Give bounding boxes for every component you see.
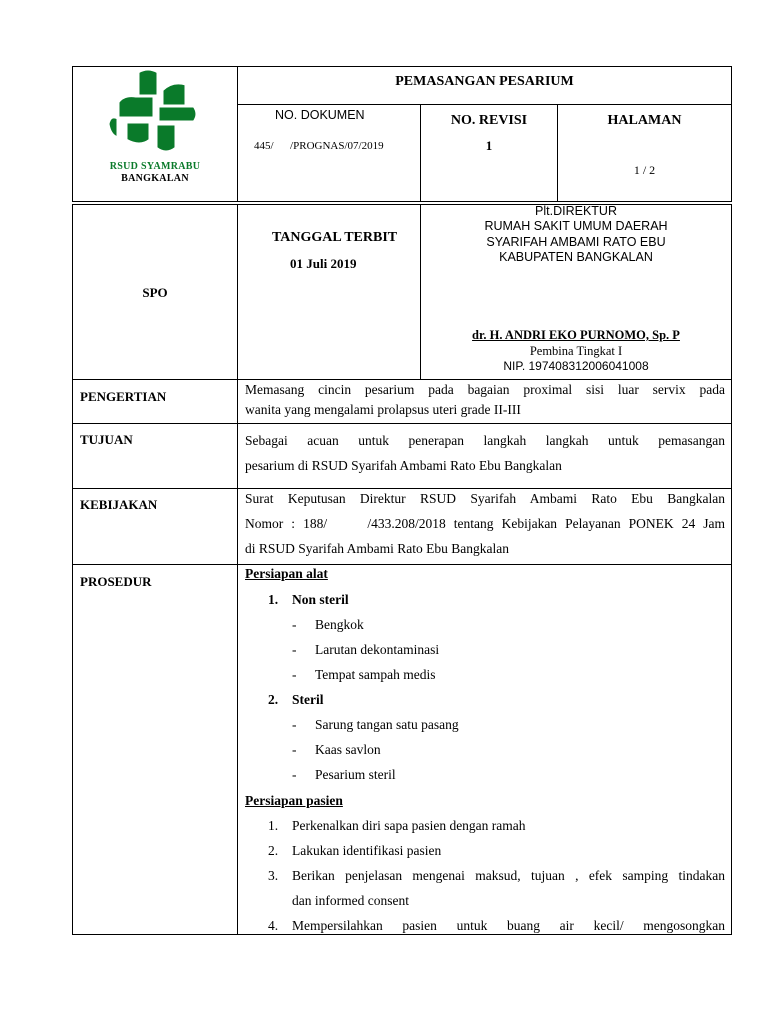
row-divider-spo: [72, 379, 732, 380]
no-revisi-value: 1: [485, 138, 493, 153]
direktur-nip: NIP. 197408312006041008: [503, 359, 649, 373]
kebijakan-line-1: Surat Keputusan Direktur RSUD Syarifah Ambami Rato Ebu Bangkalan: [245, 491, 725, 506]
direktur-rank: Pembina Tingkat I: [529, 344, 623, 358]
list-item: Bengkok: [315, 617, 364, 632]
pasien-item-text-continued: dan informed consent: [292, 893, 409, 908]
pasien-item-number: 4.: [268, 918, 279, 933]
pasien-item-number: 2.: [268, 843, 279, 858]
kebijakan-line-3: di RSUD Syarifah Ambami Rato Ebu Bangkalan: [245, 541, 509, 556]
body-border-left: [72, 204, 73, 935]
list-item: Kaas savlon: [315, 742, 381, 757]
tujuan-line-2: pesarium di RSUD Syarifah Ambami Rato Ebu Bangkalan: [245, 458, 562, 473]
tanggal-terbit-value: 01 Juli 2019: [290, 256, 357, 271]
no-revisi-label: NO. REVISI: [450, 113, 528, 128]
list-item: Sarung tangan satu pasang: [315, 717, 459, 732]
list-item: Tempat sampah medis: [315, 667, 436, 682]
non-steril-number: 1.: [268, 592, 279, 607]
row-divider-pengertian: [72, 423, 732, 424]
pasien-item-text: Berikan penjelasan mengenai maksud, tujuan , efek samping tindakan: [292, 868, 725, 883]
header-title-divider: [237, 104, 732, 105]
steril-number: 2.: [268, 692, 279, 707]
body-border-bottom: [72, 934, 732, 935]
pengertian-label: PENGERTIAN: [80, 389, 167, 404]
list-dash: -: [292, 742, 297, 757]
list-dash: -: [292, 667, 297, 682]
halaman-label: HALAMAN: [607, 113, 682, 128]
direktur-name: dr. H. ANDRI EKO PURNOMO, Sp. P: [472, 328, 680, 342]
pasien-item-number: 1.: [268, 818, 279, 833]
direktur-kabupaten: KABUPATEN BANGKALAN: [499, 250, 653, 264]
tujuan-line-1: Sebagai acuan untuk penerapan langkah langkah untuk pemasangan: [245, 433, 725, 448]
list-item: Pesarium steril: [315, 767, 396, 782]
hospital-logo: [100, 66, 210, 162]
list-dash: -: [292, 767, 297, 782]
kebijakan-label: KEBIJAKAN: [80, 497, 158, 512]
body-border-right: [731, 204, 732, 935]
non-steril-heading: Non steril: [292, 592, 349, 607]
logo-text-line-1: RSUD SYAMRABU: [109, 161, 201, 172]
header-border-bottom: [72, 201, 732, 202]
prosedur-label: PROSEDUR: [80, 574, 152, 589]
pasien-item-text: Perkenalkan diri sapa pasien dengan ramah: [292, 818, 526, 833]
direktur-rs-line: RUMAH SAKIT UMUM DAERAH: [484, 219, 668, 233]
list-dash: -: [292, 717, 297, 732]
tujuan-label: TUJUAN: [80, 432, 133, 447]
tanggal-terbit-label: TANGGAL TERBIT: [272, 230, 398, 245]
list-dash: -: [292, 642, 297, 657]
spo-label: SPO: [142, 285, 168, 300]
direktur-title: Plt.DIREKTUR: [535, 204, 617, 218]
pasien-item-text: Mempersilahkan pasien untuk buang air kecil/ mengosongkan: [292, 918, 725, 933]
body-col-divider: [237, 204, 238, 935]
green-cross-logo-icon: [100, 66, 210, 162]
list-item: Larutan dekontaminasi: [315, 642, 440, 657]
persiapan-alat-heading: Persiapan alat: [245, 566, 328, 581]
pengertian-line-2: wanita yang mengalami prolapsus uteri grade II-III: [245, 402, 521, 417]
logo-text-line-2: BANGKALAN: [121, 173, 189, 184]
kebijakan-line-2: Nomor : 188/ /433.208/2018 tentang Kebijakan Pelayanan PONEK 24 Jam: [245, 516, 725, 531]
row-divider-tujuan: [72, 488, 732, 489]
halaman-value: 1 / 2: [633, 163, 656, 177]
pengertian-line-1: Memasang cincin pesarium pada bagaian proximal sisi luar servix pada: [245, 382, 725, 397]
row-divider-kebijakan: [72, 564, 732, 565]
list-dash: -: [292, 617, 297, 632]
no-dokumen-value: 445/ /PROGNAS/07/2019: [254, 140, 384, 152]
pasien-item-text: Lakukan identifikasi pasien: [292, 843, 442, 858]
header-border-left: [72, 66, 73, 202]
no-dokumen-label: NO. DOKUMEN: [275, 108, 365, 122]
steril-heading: Steril: [292, 692, 324, 707]
header-border-right: [731, 66, 732, 202]
pasien-item-number: 3.: [268, 868, 279, 883]
persiapan-pasien-heading: Persiapan pasien: [245, 793, 343, 808]
direktur-rs-name: SYARIFAH AMBAMI RATO EBU: [486, 235, 666, 249]
document-title: PEMASANGAN PESARIUM: [395, 74, 574, 89]
